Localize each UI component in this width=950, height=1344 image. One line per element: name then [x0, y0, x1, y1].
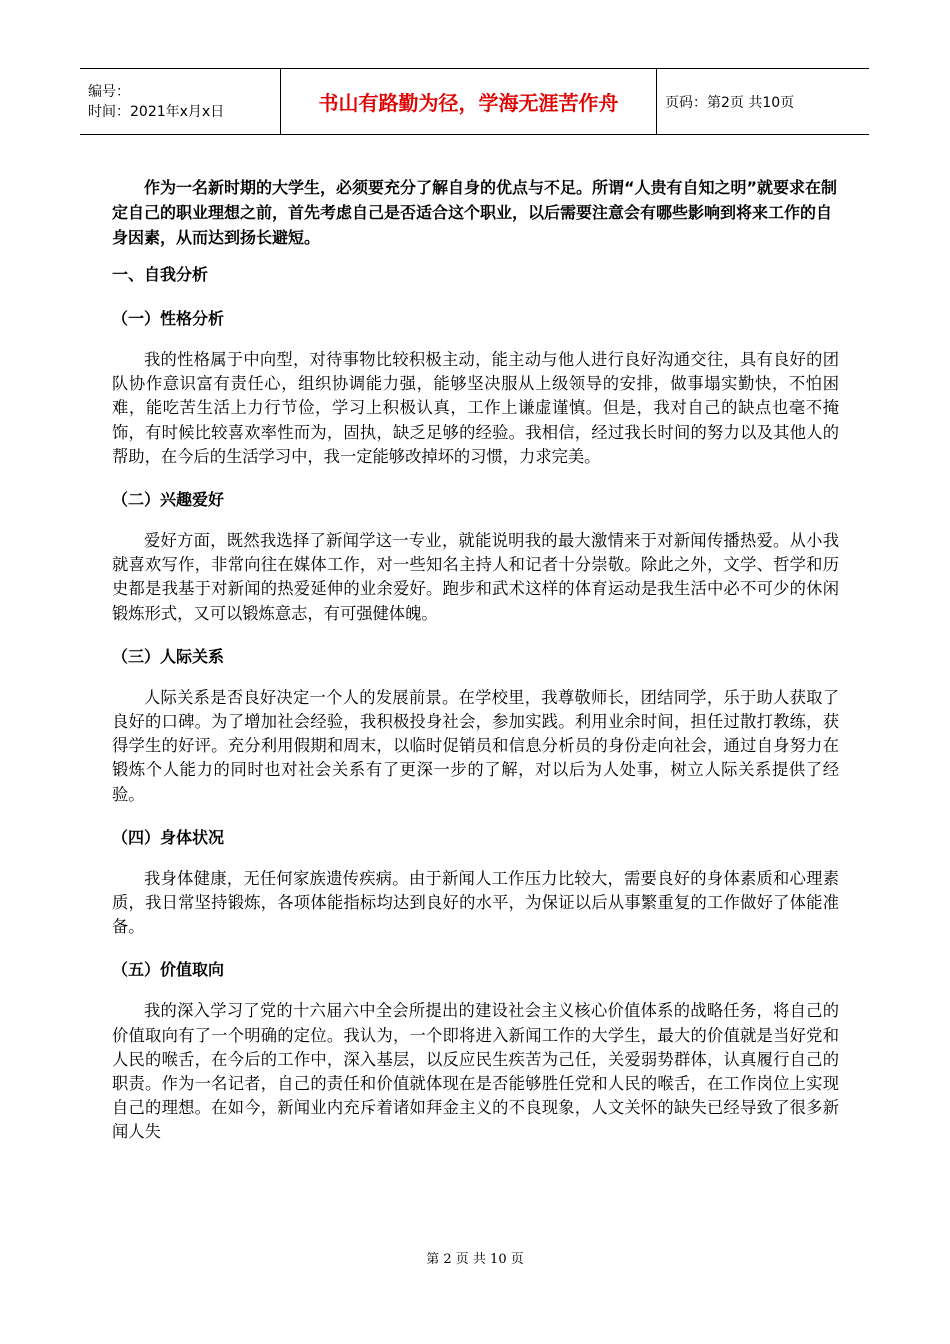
subsection-paragraph: 人际关系是否良好决定一个人的发展前景。在学校里，我尊敬师长，团结同学，乐于助人获取了良好的口碑。为了增加社会经验，我积极投身社会，参加实践。利用业余时间，担任过散打教练，获得学生的好评。充分利用假期和周末，以临时促销员和信息分析员的身份走向社会，通过自身努力在锻炼个人能力的同时也对社会关系有了更深一步的了解，对以后为人处事，树立人际关系提供了经验。 [112, 687, 839, 804]
subsection-paragraph: 我的性格属于中向型，对待事物比较积极主动，能主动与他人进行良好沟通交往，具有良好的团队协作意识富有责任心，组织协调能力强，能够坚决服从上级领导的安排，做事塌实勤快，不怕困难，能吃苦生活上力行节俭，学习上积极认真，工作上谦虚谨慎。但是，我对自己的缺点也毫不掩饰，有时候比较喜欢率性而为，固执，缺乏足够的经验。我相信，经过我长时间的努力以及其他人的帮助，在今后的生活学习中，我一定能够改掉坏的习惯，力求完美。 [112, 350, 839, 466]
section-heading: 一、自我分析 [112, 265, 209, 284]
subsection-paragraph: 爱好方面，既然我选择了新闻学这一专业，就能说明我的最大激情来于对新闻传播热爱。从小我就喜欢写作，非常向往在媒体工作，对一些知名主持人和记者十分崇敬。除此之外，文学、哲学和历史都是我基于对新闻的热爱延伸的业余爱好。跑步和武术这样的体育运动是我生活中必不可少的休闲锻炼形式，又可以锻炼意志，有可强健体魄。 [112, 531, 839, 623]
page-info-label: 页码：第2页 共10页 [665, 94, 795, 111]
subsection-paragraph: 我的深入学习了党的十六届六中全会所提出的建设社会主义核心价值体系的战略任务，将自己的价值取向有了一个明确的定位。我认为，一个即将进入新闻工作的大学生，最大的价值就是当好党和人民的喉舌，在今后的工作中，深入基层，以反应民生疾苦为己任，关爱弱势群体，认真履行自己的职责。作为一名记者，自己的责任和价值就体现在是否能够胜任党和人民的喉舌，在工作岗位上实现自己的理想。在如今，新闻业内充斥着诸如拜金主义的不良现象，人文关怀的缺失已经导致了很多新闻人失 [112, 1001, 839, 1142]
header-page-info [657, 69, 869, 134]
document-body [112, 175, 839, 1145]
intro-paragraph: 作为一名新时期的大学生，必须要充分了解自身的优点与不足。所谓“人贵有自知之明”就要求在制定自己的职业理想之前，首先考虑自己是否适合这个职业，以后需要注意会有哪些影响到将来工作的自身因素，从而达到扬长避短。 [112, 178, 838, 247]
subsection-heading: （五）价值取向 [112, 960, 225, 980]
subsection-paragraph: 我身体健康，无任何家族遗传疾病。由于新闻人工作压力比较大，需要良好的身体素质和心理素质，我日常坚持锻炼，各项体能指标均达到良好的水平，为保证以后从事繁重复的工作做好了体能准备。 [112, 868, 839, 937]
time-label: 时间：2021年x月x日 [88, 103, 225, 120]
page-header [80, 68, 869, 135]
subsection-heading: （一）性格分析 [112, 309, 225, 328]
subsection-heading: （三）人际关系 [112, 646, 225, 666]
motto: 书山有路勤为径，学海无涯苦作舟 [318, 91, 619, 115]
page-footer: 第 2 页 共 10 页 [426, 1252, 524, 1267]
subsection-heading: （二）兴趣爱好 [112, 490, 225, 510]
header-meta [80, 69, 280, 134]
header-motto-cell [280, 69, 657, 134]
subsection-heading: （四）身体状况 [112, 827, 225, 847]
number-label: 编号： [88, 83, 130, 100]
